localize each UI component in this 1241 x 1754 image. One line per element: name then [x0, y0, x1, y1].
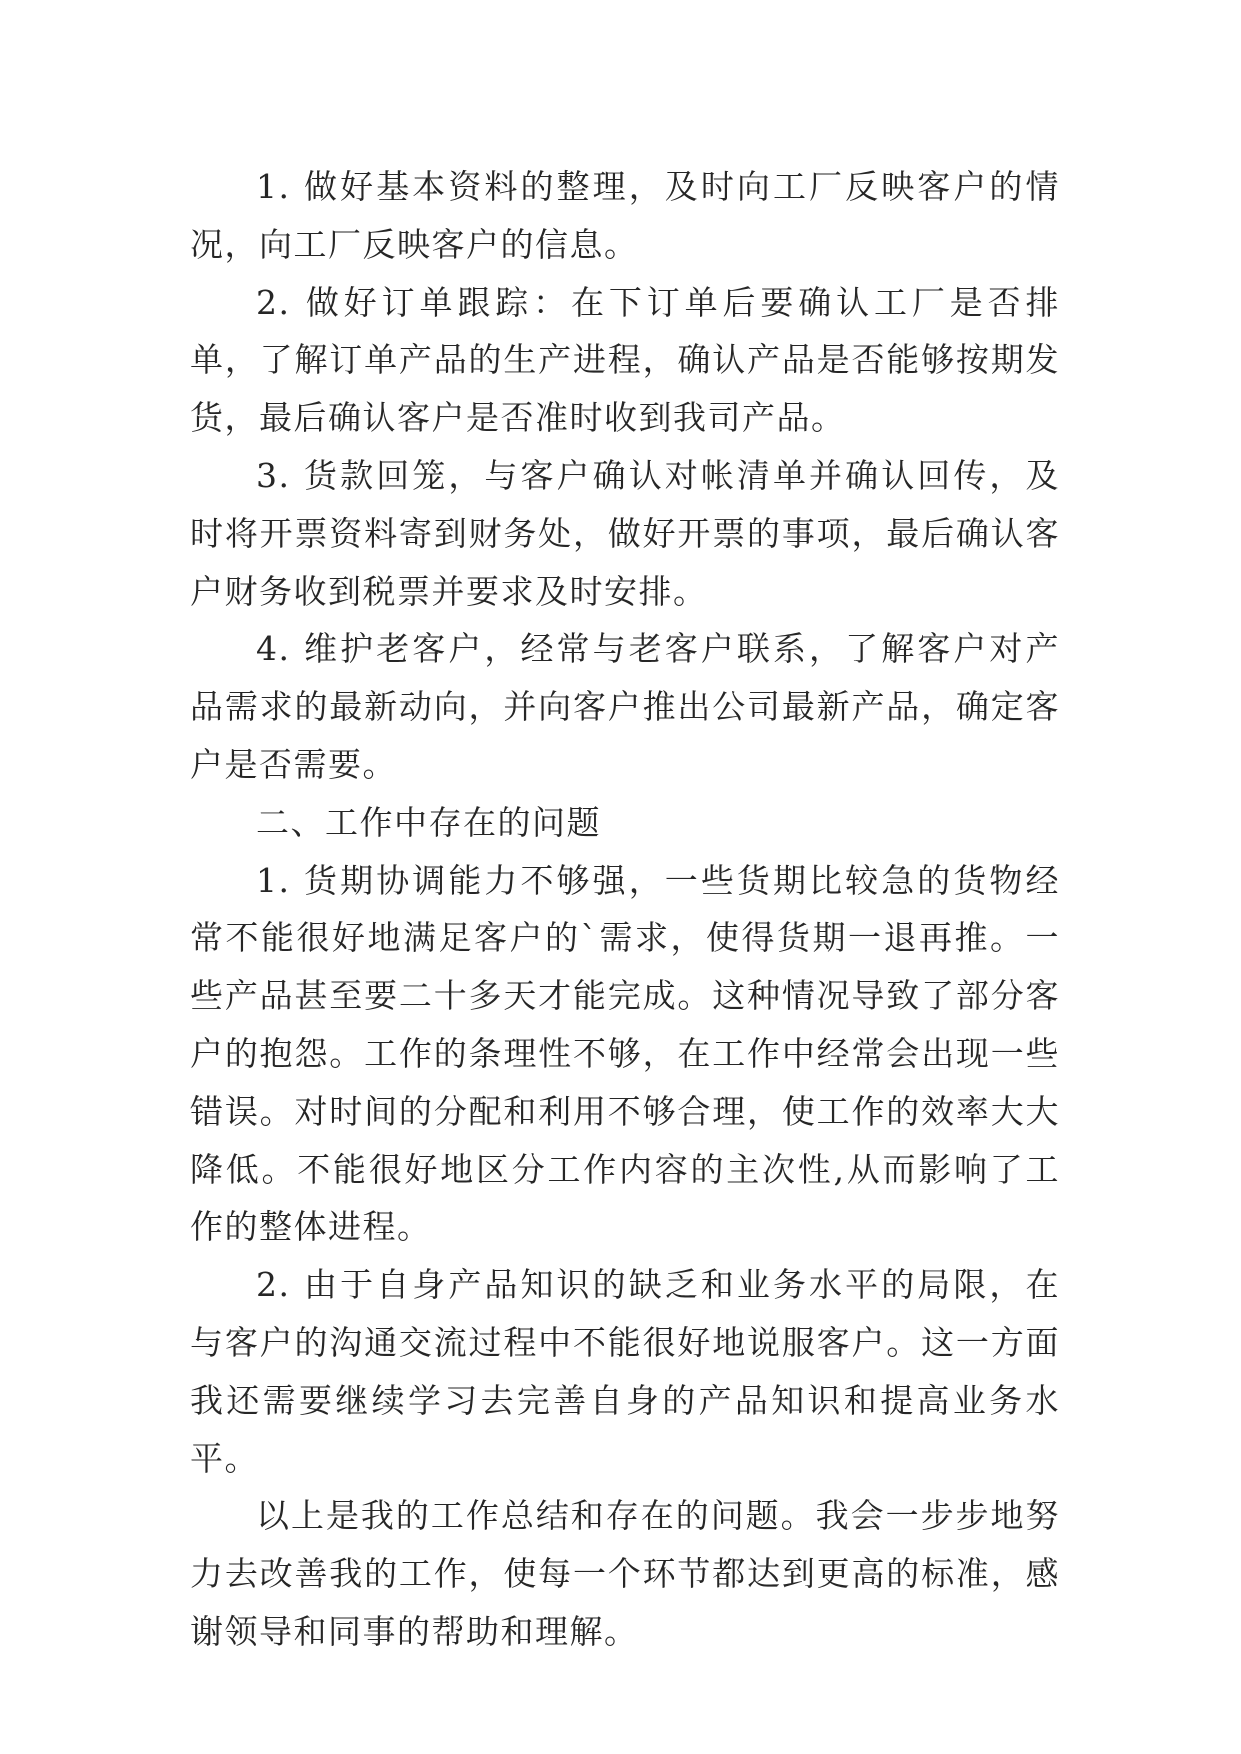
paragraph-problem-2: 2. 由于自身产品知识的缺乏和业务水平的局限，在与客户的沟通交流过程中不能很好地说服客户。这一方面我还需要继续学习去完善自身的产品知识和提高业务水平。: [190, 1265, 1060, 1478]
section-heading-problems: 二、工作中存在的问题: [256, 802, 601, 842]
paragraph-duty-3: 3. 货款回笼，与客户确认对帐清单并确认回传，及时将开票资料寄到财务处，做好开票的事项，最后确认客户财务收到税票并要求及时安排。: [190, 455, 1060, 611]
paragraph-duty-2: 2. 做好订单跟踪：在下订单后要确认工厂是否排单，了解订单产品的生产进程，确认产品是否能够按期发货，最后确认客户是否准时收到我司产品。: [190, 282, 1060, 438]
paragraph-problem-1: 1. 货期协调能力不够强，一些货期比较急的货物经常不能很好地满足客户的`需求，使得货期一退再推。一些产品甚至要二十多天才能完成。这种情况导致了部分客户的抱怨。工作的条理性不够，在工作中经常会出现一些错误。对时间的分配和利用不够合理，使工作的效率大大降低。不能很好地区分工作内容的主次性,从而影响了工作的整体进程。: [190, 860, 1060, 1247]
paragraph-duty-1: 1. 做好基本资料的整理，及时向工厂反映客户的情况，向工厂反映客户的信息。: [190, 167, 1060, 264]
paragraph-conclusion: 以上是我的工作总结和存在的问题。我会一步步地努力去改善我的工作，使每一个环节都达到更高的标准，感谢领导和同事的帮助和理解。: [190, 1496, 1060, 1651]
paragraph-duty-4: 4. 维护老客户，经常与老客户联系，了解客户对产品需求的最新动向，并向客户推出公司最新产品，确定客户是否需要。: [190, 629, 1060, 784]
document-body: [190, 158, 1060, 1661]
